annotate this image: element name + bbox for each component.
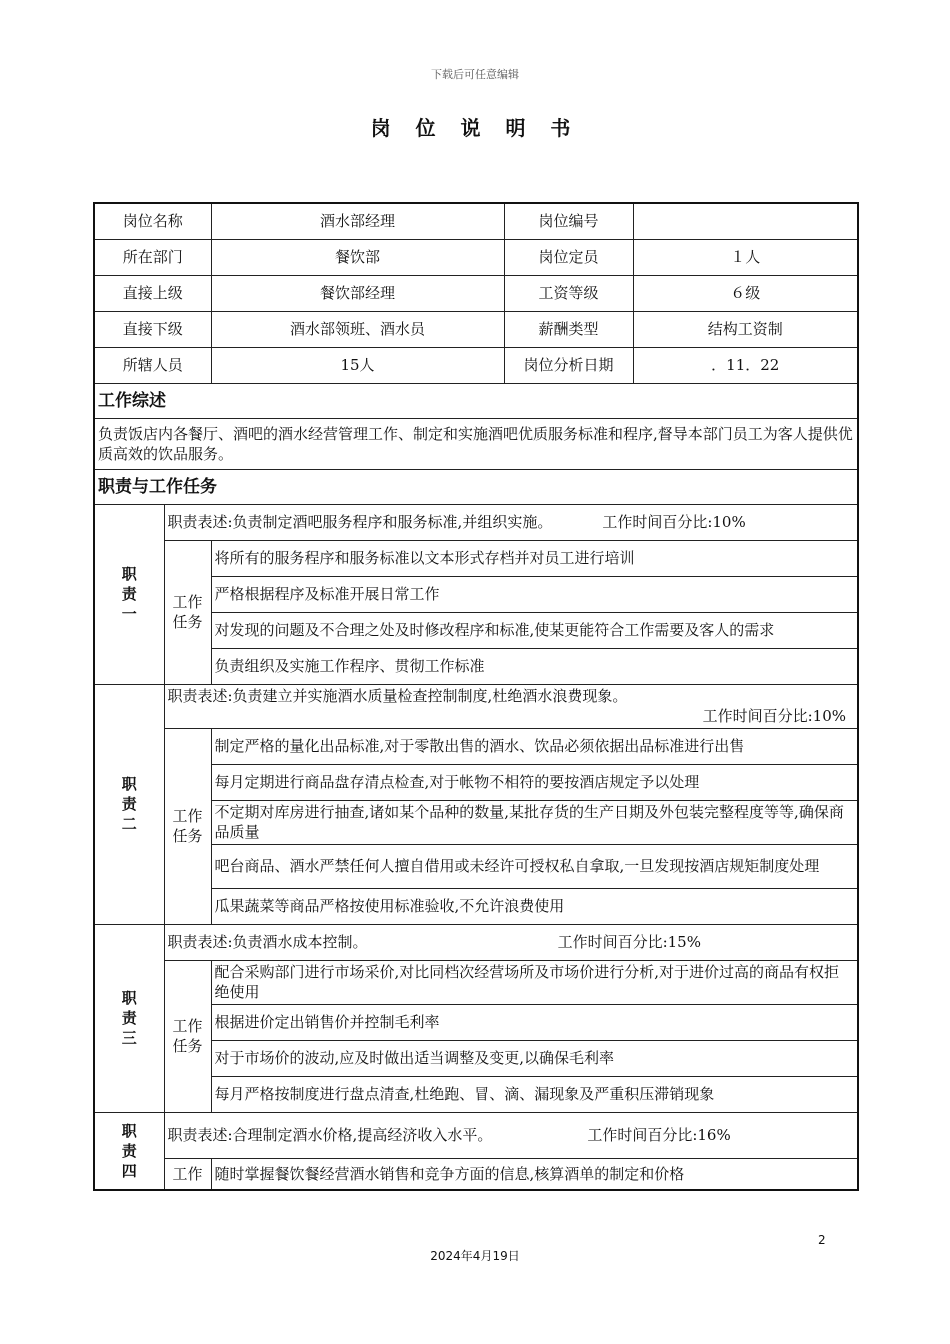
info-row [94,347,858,383]
info-row [94,239,858,275]
info-label: 薪酬类型 [504,311,633,347]
task-item: 根据进价定出销售价并控制毛利率 [211,1004,858,1040]
task-row [94,1158,858,1190]
page-number: 2 [818,1233,826,1247]
info-label: 岗位编号 [504,203,633,239]
task-label: 工作 [164,1158,211,1190]
watermark-text: 下载后可任意编辑 [431,68,519,81]
info-label: 岗位名称 [94,203,211,239]
info-label: 直接上级 [94,275,211,311]
task-label-line: 工作 [172,807,203,825]
duty-statement [164,684,858,728]
task-item: 每月定期进行商品盘存清点检查,对于帐物不相符的要按酒店规定予以处理 [211,764,858,800]
info-value [633,203,858,239]
duty-label-char: 责 [121,795,137,813]
summary-row [94,418,858,469]
task-label-line: 任务 [172,827,203,845]
task-label-line: 工作 [172,593,203,611]
info-value: 酒水部领班、酒水员 [211,311,504,347]
footer-date: 2024年4月19日 [430,1249,520,1263]
task-item: 吧台商品、酒水严禁任何人擅自借用或未经许可授权私自拿取,一旦发现按酒店规矩制度处理 [211,844,858,888]
task-item: 对发现的问题及不合理之处及时修改程序和标准,使某更能符合工作需要及客人的需求 [211,612,858,648]
duty-time-percent: 工作时间百分比:16% [587,1126,731,1144]
duties-heading-row [94,469,858,504]
info-label: 工资等级 [504,275,633,311]
info-value: 餐饮部经理 [211,275,504,311]
task-item: 不定期对库房进行抽查,诸如某个品种的数量,某批存货的生产日期及外包装完整程度等等,确保商品质量 [211,800,858,844]
duties-heading: 职责与工作任务 [94,469,858,504]
task-item: 配合采购部门进行市场采价,对比同档次经营场所及市场价进行分析,对于进价过高的商品有权拒绝使用 [211,960,858,1004]
duty-statement [164,1112,858,1158]
duty-label-char: 三 [121,1029,137,1047]
task-row [94,728,858,764]
task-label-line: 工作 [172,1017,203,1035]
task-item: 负责组织及实施工作程序、贯彻工作标准 [211,648,858,684]
task-row [94,540,858,576]
info-value: 结构工资制 [633,311,858,347]
summary-heading: 工作综述 [94,383,858,418]
info-value: 15人 [211,347,504,383]
task-item: 严格根据程序及标准开展日常工作 [211,576,858,612]
task-row [94,960,858,1004]
task-label [164,728,211,924]
duty-label-char: 四 [121,1161,137,1180]
task-label [164,540,211,684]
duty-statement-row [94,504,858,540]
duty-time-percent: 工作时间百分比:10% [602,513,746,531]
info-value: 餐饮部 [211,239,504,275]
duty-statement-text: 职责表述:负责酒水成本控制。 [167,933,368,951]
task-item: 制定严格的量化出品标准,对于零散出售的酒水、饮品必须依据出品标准进行出售 [211,728,858,764]
duty-statement-row [94,924,858,960]
info-row [94,275,858,311]
info-label: 直接下级 [94,311,211,347]
info-value: ．11．22 [633,347,858,383]
info-row [94,203,858,239]
task-item: 随时掌握餐饮餐经营酒水销售和竞争方面的信息,核算酒单的制定和价格 [211,1158,858,1190]
duty-label-char: 责 [121,1009,137,1027]
task-item: 每月严格按制度进行盘点清查,杜绝跑、冒、滴、漏现象及严重积压滞销现象 [211,1076,858,1112]
duty-time-percent: 工作时间百分比:15% [557,933,701,951]
info-value: １人 [633,239,858,275]
duty-statement-row [94,1112,858,1158]
info-value: ６级 [633,275,858,311]
info-label: 所在部门 [94,239,211,275]
duty-label-char: 责 [121,1141,137,1160]
info-label: 岗位分析日期 [504,347,633,383]
duty-label-char: 责 [121,585,137,603]
duty-label [94,504,164,684]
duty-label-char: 职 [121,989,137,1007]
duty-label-char: 职 [121,775,137,793]
duty-statement [164,924,858,960]
task-item: 瓜果蔬菜等商品严格按使用标准验收,不允许浪费使用 [211,888,858,924]
task-item: 对于市场价的波动,应及时做出适当调整及变更,以确保毛利率 [211,1040,858,1076]
duty-label-char: 职 [121,1121,137,1140]
duty-statement-text: 职责表述:负责建立并实施酒水质量检查控制制度,杜绝酒水浪费现象。 [167,687,628,705]
info-label: 所辖人员 [94,347,211,383]
task-item: 将所有的服务程序和服务标准以文本形式存档并对员工进行培训 [211,540,858,576]
duty-label [94,924,164,1112]
duty-label-char: 一 [121,605,137,623]
task-label [164,960,211,1112]
duty-label-char: 二 [121,815,137,833]
info-value: 酒水部经理 [211,203,504,239]
duty-time-percent: 工作时间百分比:10% [702,707,847,725]
duty-statement-row [94,684,858,728]
duty-statement [164,504,858,540]
info-label: 岗位定员 [504,239,633,275]
duty-label [94,684,164,924]
duty-label-char: 职 [121,565,137,583]
task-label-line: 任务 [172,1037,203,1055]
document-title: 岗 位 说 明 书 [370,116,580,140]
summary-heading-row [94,383,858,418]
info-row [94,311,858,347]
task-label-line: 任务 [172,613,203,631]
duty-label [94,1112,164,1190]
duty-statement-text: 职责表述:合理制定酒水价格,提高经济收入水平。 [167,1126,493,1144]
duty-statement-text: 职责表述:负责制定酒吧服务程序和服务标准,并组织实施。 [167,513,553,531]
summary-text: 负责饭店内各餐厅、酒吧的酒水经营管理工作、制定和实施酒吧优质服务标准和程序,督导本部门员工为客人提供优质高效的饮品服务。 [94,418,858,469]
job-description-table [93,202,859,1191]
